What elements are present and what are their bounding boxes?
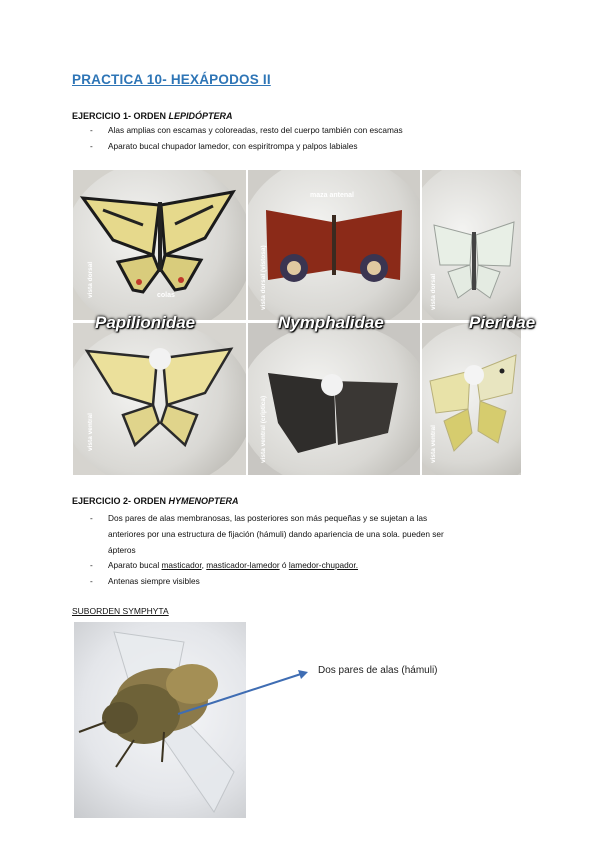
exercise2-heading-prefix: EJERCICIO 2- ORDEN: [72, 496, 169, 506]
bullet-text-line: Dos pares de alas membranosas, las posteriores son más pequeñas y se sujetan a las: [108, 513, 428, 523]
view-label: vista ventral: [87, 413, 94, 451]
view-label: vista dorsal: [430, 273, 437, 310]
photo-papilionidae-ventral: [73, 323, 246, 475]
bullet-text: Alas amplias con escamas y coloreadas, resto del cuerpo también con escamas: [108, 125, 403, 135]
separator: ó: [279, 560, 289, 570]
exercise1-heading: [72, 111, 233, 121]
page-title: PRACTICA 10- HEXÁPODOS II: [72, 72, 271, 87]
peacock-ventral-image: [248, 323, 420, 475]
annotation-maza-antenal: maza antenal: [310, 192, 354, 199]
separator: ,: [201, 560, 207, 570]
bee-photo: [74, 622, 246, 818]
bullet-text-line: anteriores por una estructura de fijación (hámuli) dando apariencia de una sola. pueden ser: [108, 529, 444, 539]
bullet-text: Aparato bucal chupador lamedor, con espiritrompa y palpos labiales: [108, 141, 358, 151]
bullet-text-prefix: Aparato bucal: [108, 560, 162, 570]
photo-nymphalidae-ventral: [248, 323, 420, 475]
annotation-arrow: [170, 660, 320, 720]
view-label: vista ventral: [430, 425, 437, 463]
bullet-text-line: ápteros: [108, 545, 136, 555]
family-label: Papilionidae: [95, 313, 196, 332]
view-label: vista ventral (críptica): [260, 395, 267, 463]
exercise2-heading: [72, 496, 239, 506]
bullet-text: Antenas siempre visibles: [108, 576, 200, 586]
view-label: vista dorsal (vistosa): [260, 245, 267, 310]
photo-pieridae-ventral: [422, 323, 521, 475]
bee-image: [74, 622, 246, 818]
exercise1-heading-prefix: EJERCICIO 1- ORDEN: [72, 111, 169, 121]
exercise1-order: LEPIDÓPTERA: [168, 111, 233, 121]
photo-nymphalidae-dorsal: [248, 170, 420, 320]
family-label: Pieridae: [469, 313, 536, 332]
exercise2-order: HYMENOPTERA: [168, 496, 239, 506]
butterfly-figure: [73, 170, 536, 475]
section-heading-symphyta: SUBORDEN SYMPHYTA: [72, 606, 169, 616]
swallowtail-ventral-image: [73, 323, 246, 475]
family-label: Nymphalidae: [278, 313, 384, 332]
term-masticador-lamedor: masticador-lamedor: [206, 560, 280, 570]
term-masticador: masticador: [161, 560, 202, 570]
photo-papilionidae-dorsal: [73, 170, 246, 320]
list-item: - Dos pares de alas membranosas, las posteriores son más pequeñas y se sujetan a las anteriores por una estructura de fijación (hámuli) dando apariencia de una sola. pueden ser ápteros: [90, 511, 530, 559]
view-label: vista dorsal: [87, 261, 94, 298]
photo-pieridae-dorsal: [422, 170, 521, 320]
bullet-text: [108, 558, 528, 573]
bee-annotation: Dos pares de alas (hámuli): [318, 665, 438, 676]
term-lamedor-chupador: lamedor-chupador.: [288, 560, 359, 570]
annotation-colas: colas: [157, 292, 175, 299]
